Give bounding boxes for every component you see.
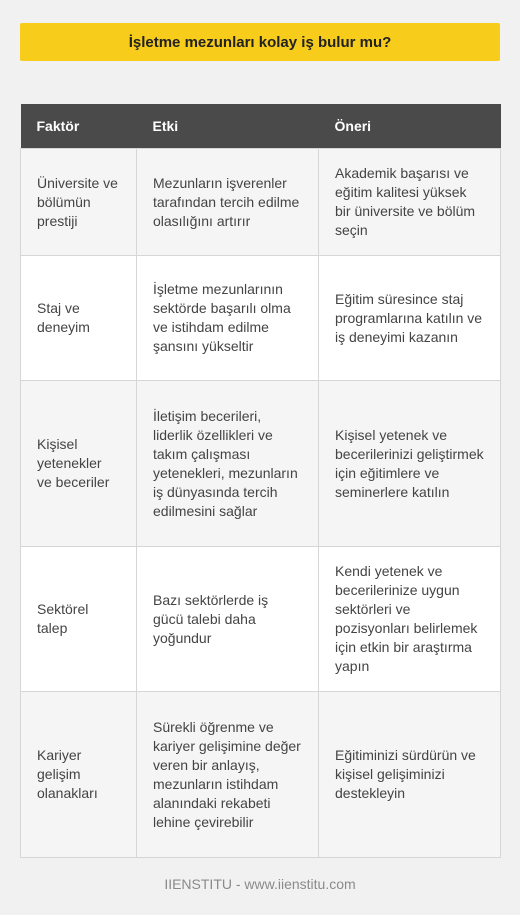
footer-credit: IIENSTITU - www.iienstitu.com (164, 876, 356, 892)
header-advice: Öneri (319, 104, 501, 149)
cell-advice: Eğitim süresince staj programlarına katılın ve iş deneyimi kazanın (319, 256, 501, 381)
cell-advice: Kendi yetenek ve becerilerinize uygun sektörleri ve pozisyonları belirlemek için etkin bir araştırma yapın (319, 547, 501, 692)
title-banner (20, 23, 500, 61)
cell-factor: Üniversite ve bölümün prestiji (21, 149, 137, 256)
header-factor: Faktör (21, 104, 137, 149)
table-header-row (21, 104, 501, 149)
table-row (21, 256, 501, 381)
cell-effect: Sürekli öğrenme ve kariyer gelişimine değer veren bir anlayış, mezunların istihdam alanındaki rekabeti lehine çevirebilir (137, 692, 319, 858)
cell-effect: İşletme mezunlarının sektörde başarılı olma ve istihdam edilme şansını yükseltir (137, 256, 319, 381)
table-row (21, 547, 501, 692)
page-title: İşletme mezunları kolay iş bulur mu? (128, 33, 392, 51)
table-row (21, 381, 501, 547)
cell-advice: Eğitiminizi sürdürün ve kişisel gelişiminizi destekleyin (319, 692, 501, 858)
cell-factor: Kişisel yetenekler ve beceriler (21, 381, 137, 547)
cell-factor: Kariyer gelişim olanakları (21, 692, 137, 858)
table-row (21, 692, 501, 858)
header-effect: Etki (137, 104, 319, 149)
cell-effect: Bazı sektörlerde iş gücü talebi daha yoğundur (137, 547, 319, 692)
factors-table (20, 104, 501, 858)
cell-advice: Kişisel yetenek ve becerilerinizi geliştirmek için eğitimlere ve seminerlere katılın (319, 381, 501, 547)
table-row (21, 149, 501, 256)
cell-effect: Mezunların işverenler tarafından tercih edilme olasılığını artırır (137, 149, 319, 256)
cell-advice: Akademik başarısı ve eğitim kalitesi yüksek bir üniversite ve bölüm seçin (319, 149, 501, 256)
cell-factor: Staj ve deneyim (21, 256, 137, 381)
cell-factor: Sektörel talep (21, 547, 137, 692)
cell-effect: İletişim becerileri, liderlik özellikleri ve takım çalışması yetenekleri, mezunların iş dünyasında tercih edilmesini sağlar (137, 381, 319, 547)
